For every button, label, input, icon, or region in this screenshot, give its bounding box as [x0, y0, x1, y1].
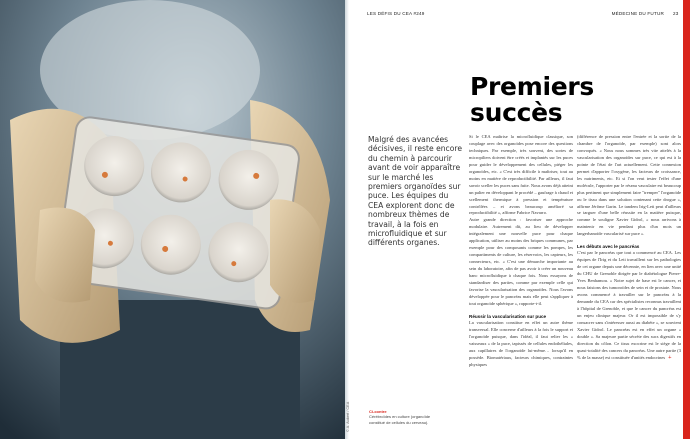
page-gutter	[345, 0, 349, 439]
photo-caption	[369, 409, 439, 425]
paragraph-text: C'est par le pancréas que tout a commencé au CEA. Les équipes de l'Irig et du Leti travaillent sur les pathologies de cet organe depuis une décennie, en lien avec une unité du CHU de Grenoble dirigée par le diabétologue Pierre-Yves Benhamou. « Notre sujet de base est le cancer, et nous faisions des tumoroïdes de sein et de prostate. Nous avons commencé à travailler sur le pancréas à la demande du CEA car des spécialistes reconnus travaillent à l'hôpital de Grenoble, et que le cancer du pancréas est un enjeu clinique majeur. Or il est impossible de s'y consacrer sans s'intéresser aussi au diabète », se souvient Xavier Gidrol. Le pancréas est en effet un organe « double ». Sa majeure partie sécrète des sucs digestifs en direction du côlon. Ce tissu exocrine est le siège de la quasi-totalité des cancers du pancréas. Une autre partie (3 % de la masse) est constituée d'unités endocrines	[577, 250, 681, 360]
section-name: MÉDECINE DU FUTUR	[611, 11, 664, 16]
caption-text: Cérébroïdes en culture (organoïde constitué de cellules du cerveau).	[369, 414, 431, 425]
article-intro: Malgré des avancées décisives, il reste encore du chemin à parcourir avant de voir apparaître sur le marché les premiers organoïdes sur puce. Les équipes du CEA explorent donc de nombreux thèmes de travail, à la fois en microfluidique et sur différents organes.	[368, 135, 463, 248]
page-number: 23	[673, 11, 679, 16]
subheading: Réussir la vascularisation sur puce	[469, 313, 547, 319]
paragraph: Autre grande direction : favoriser une approche modulaire. Autrement dit, au lieu de développer intégralement une nouvelle puce pour chaque application, utiliser au moins des briques communes, par exemple pour des composants comme les pompes, les compartiments de culture, les réservoirs, les capteurs, les connecteurs, etc. « C'est une démarche importante au sein du laboratoire, afin de pas avoir à créer un nouveau banc microfluidique à chaque fois. Nous essayons de standardiser des parties, comme par exemple celle qui favorise la vascularisation des organoïdes. Nous l'avons développée pour le pancréas mais elle peut s'appliquer à tout organoïde sphérique », rapporte-t-il.	[469, 217, 573, 306]
photo-credit: © A. Aubert / CEA	[346, 401, 350, 432]
subheading: Les débuts avec le pancréas	[577, 244, 640, 250]
paragraph	[577, 250, 681, 361]
body-column-2	[577, 134, 681, 362]
paragraph: La vascularisation constitue en effet un autre thème transversal. Elle concerne d'ailleurs à la fois le support et l'organoïde puisque, dans l'idéal, il faut relier les « vaisseaux » de la puce, tapissés de cellules endothéliales, aux capillaires de l'organoïde lui-même… lorsqu'il en possède. Biomatériaux, facteurs chimiques, contraintes physiques	[469, 319, 573, 367]
body-column-1	[469, 134, 573, 369]
magazine-issue: LES DÉFIS DU CEA #249	[367, 11, 425, 16]
continue-plus-icon: +	[668, 354, 672, 361]
paragraph: (différence de pression entre l'entrée et la sortie de la chambre de l'organoïde, par exemple) sont alors convoqués. « Nous nous sommes très vite attelés à la vascularisation des organoïdes sur puce, ce qui est à la pointe de l'état de l'art actuellement. Cette connexion permet d'apporter l'oxygène, les facteurs de croissance, les nutriments, etc. Et si l'on veut tester l'effet d'une molécule, l'apporter par le réseau vasculaire est beaucoup plus pertinent que simplement faire "tremper" l'organoïde ou le tissu dans une solution contenant cette drogue », affirme Jérôme Garin. Le tandem Irig-Leti peut d'ailleurs se targuer d'une belle réussite en la matière puisque, comme le souligne Xavier Gidrol, « nous arrivons à maintenir en vie pendant plus d'un mois un langerhanoïde vascularisé sur puce ».	[577, 134, 681, 237]
accent-bar	[683, 0, 690, 439]
paragraph: Si le CEA maîtrise la microfluidique classique, son couplage avec des organoïdes pose encore des questions techniques. Par exemple, très souvent, des sortes de micropiliers doivent être créés et implantés sur les puces pour guider le développement des cellules, piéger les organoïdes, etc. « C'est très difficile à maîtriser, tout au moins en matière de reproductibilité. Par ailleurs, il faut savoir sceller les puces sans fuite. Nous avons déjà atteint un palier en développant le procédé – gaufrage à chaud et scellement thermique à pression et température contrôlées – et avons beaucoup amélioré sa reproductibilité », affirme Fabrice Navarro.	[469, 134, 573, 216]
article-title: Premiers succès	[470, 72, 594, 127]
caption-label: Ci-contre	[369, 409, 387, 414]
